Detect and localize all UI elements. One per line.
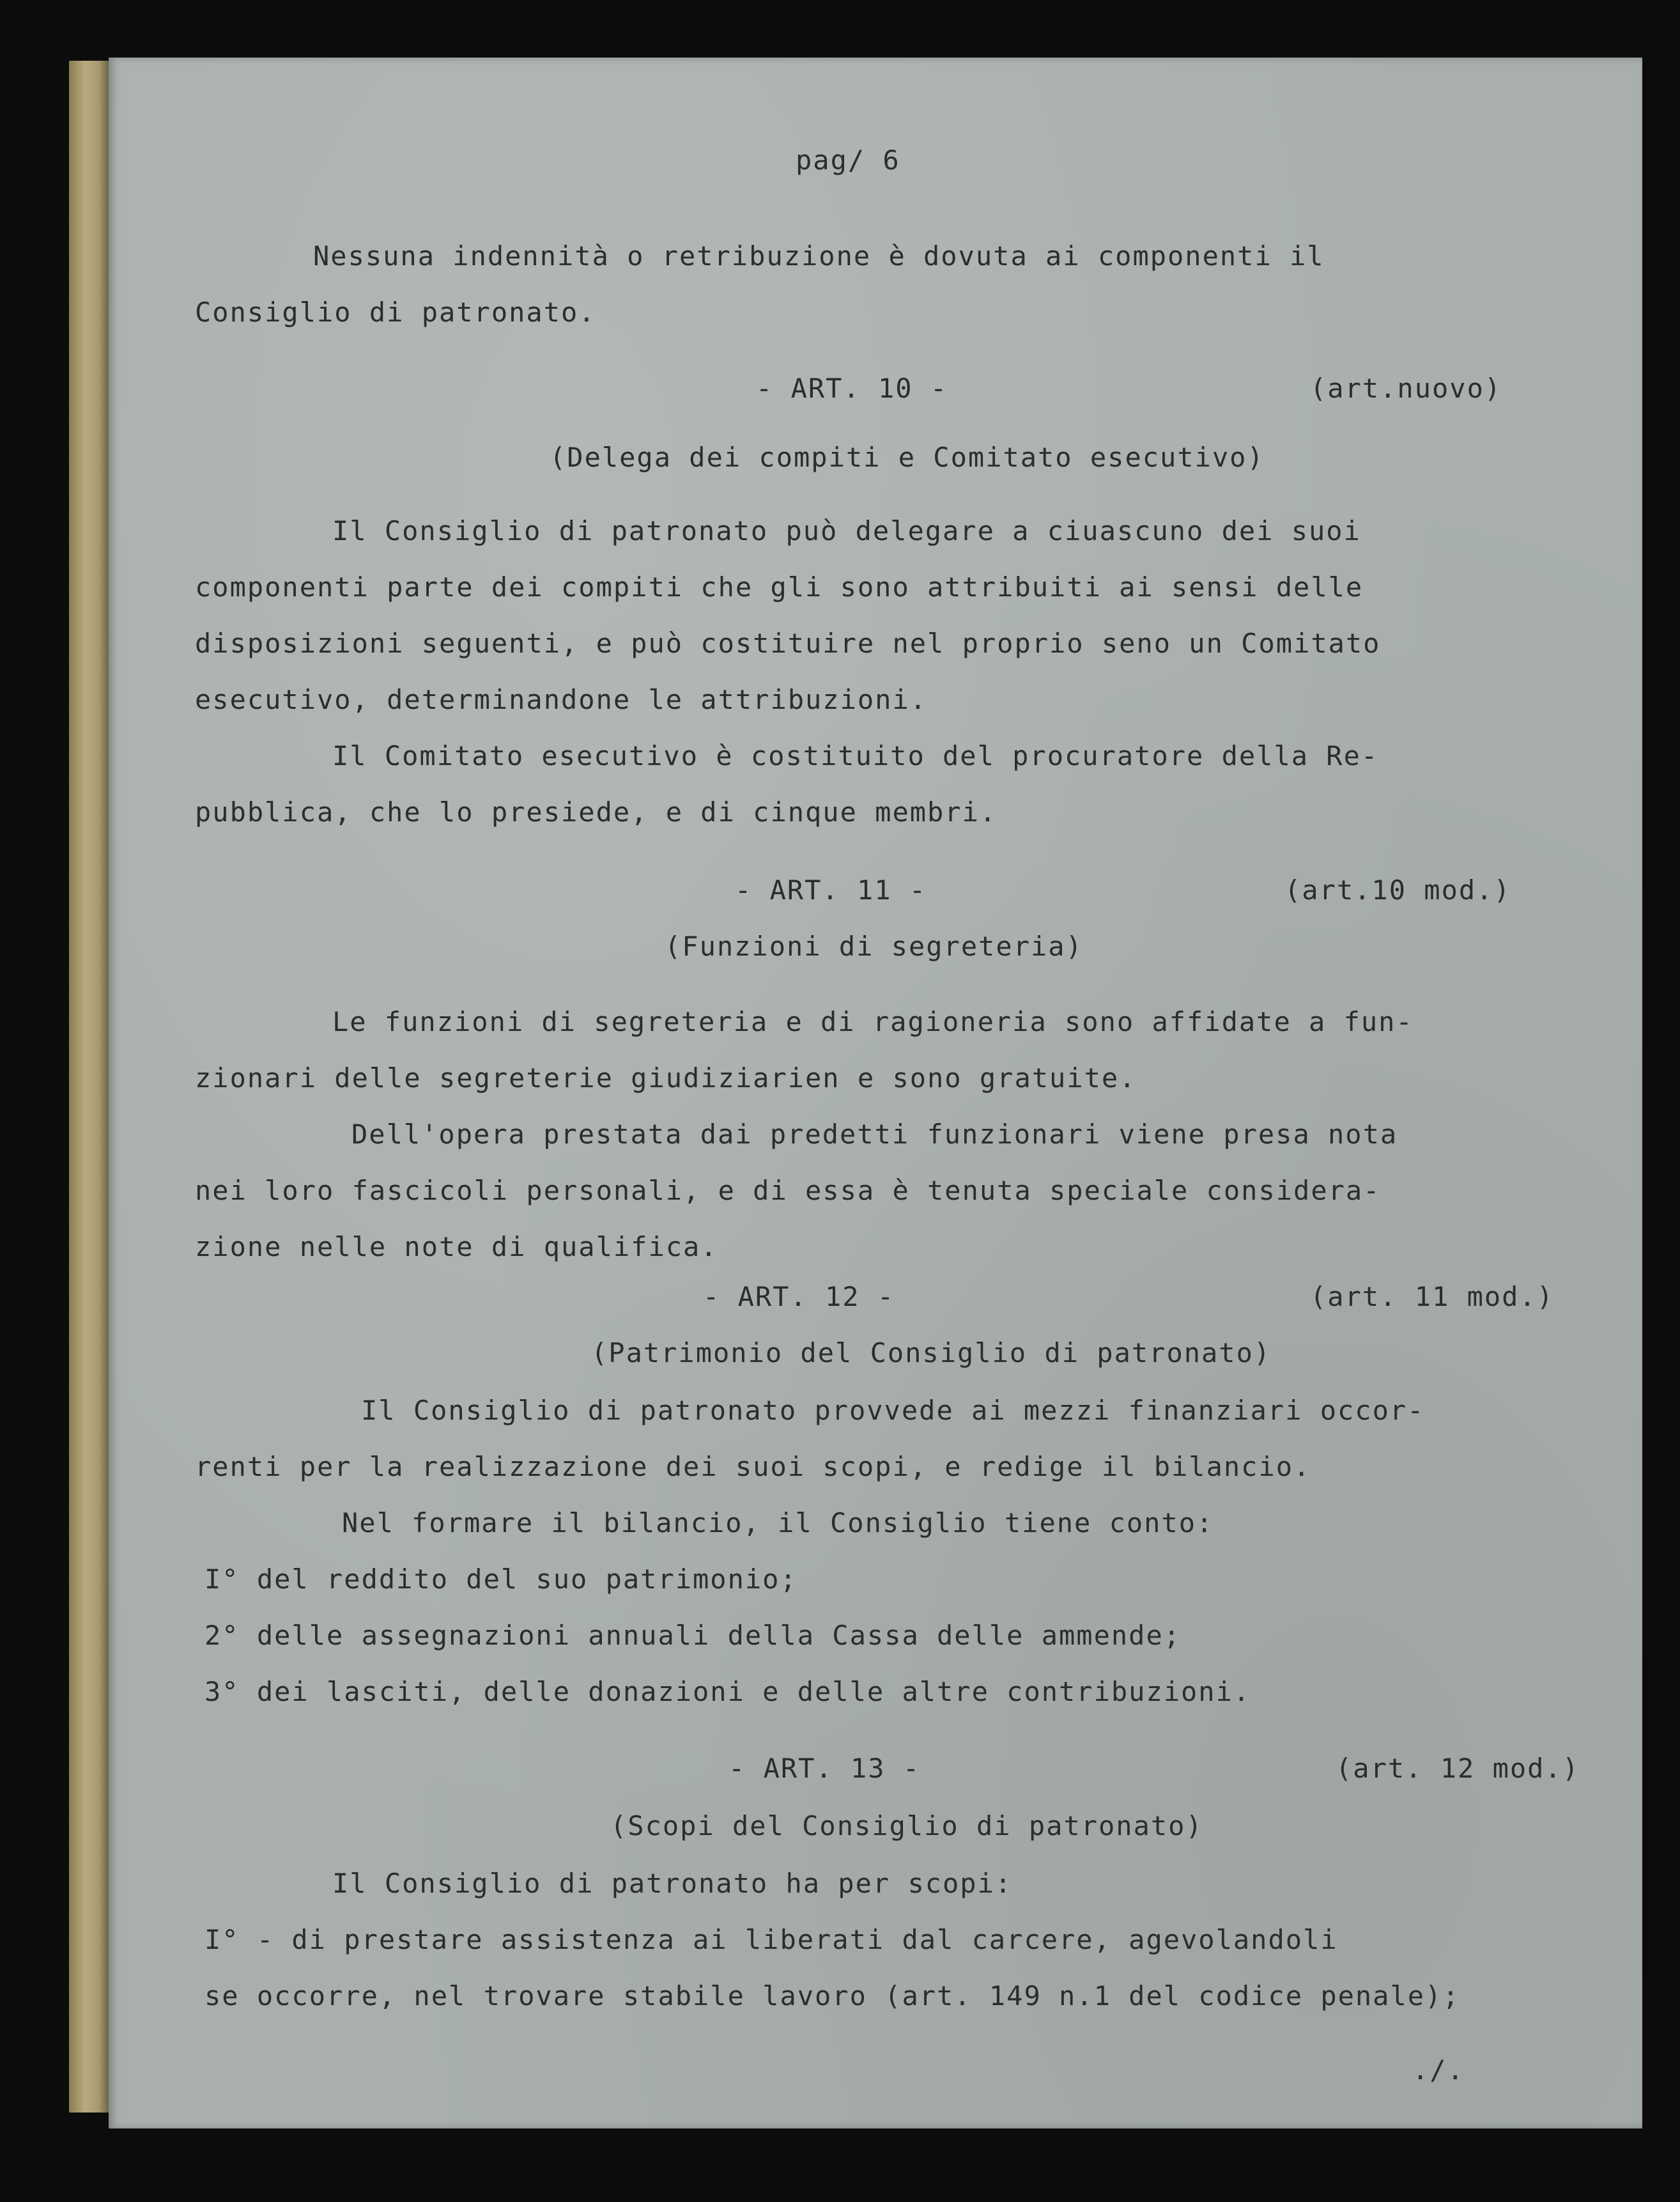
text-line: se occorre, nel trovare stabile lavoro (art. 149 n.1 del codice penale);	[204, 1980, 1460, 2012]
article-title: (Scopi del Consiglio di patronato)	[610, 1810, 1203, 1841]
article-title: (Patrimonio del Consiglio di patronato)	[591, 1337, 1272, 1368]
text-line: Il Comitato esecutivo è costituito del procuratore della Re-	[332, 740, 1379, 771]
article-heading: - ART. 10 -	[756, 373, 948, 404]
text-line: Il Consiglio di patronato provvede ai mezzi finanziari occor-	[361, 1395, 1425, 1426]
text-line: renti per la realizzazione dei suoi scopi, e redige il bilancio.	[195, 1451, 1311, 1482]
page-number: pag/ 6	[796, 144, 900, 176]
text-line: I° - di prestare assistenza ai liberati dal carcere, agevolandoli	[204, 1924, 1338, 1955]
text-line: 2° delle assegnazioni annuali della Cassa delle ammende;	[204, 1620, 1182, 1651]
text-line: nei loro fascicoli personali, e di essa è tenuta speciale considera-	[195, 1175, 1381, 1206]
article-title: (Delega dei compiti e Comitato esecutivo)	[550, 442, 1265, 473]
article-note: (art.10 mod.)	[1284, 874, 1511, 906]
text-line: Il Consiglio di patronato ha per scopi:	[332, 1868, 1013, 1899]
text-line: Il Consiglio di patronato può delegare a ciuascuno dei suoi	[332, 515, 1361, 547]
text-line: componenti parte dei compiti che gli sono attribuiti ai sensi delle	[195, 571, 1364, 603]
article-note: (art. 12 mod.)	[1336, 1753, 1580, 1784]
article-note: (art. 11 mod.)	[1310, 1281, 1555, 1312]
text-line: esecutivo, determinandone le attribuzioni.	[195, 684, 928, 715]
typed-sheet	[109, 58, 1642, 2128]
text-line: I° del reddito del suo patrimonio;	[204, 1563, 798, 1595]
text-line: Nessuna indennità o retribuzione è dovuta ai componenti il	[313, 240, 1325, 272]
article-heading: - ART. 11 -	[735, 874, 927, 906]
article-heading: - ART. 13 -	[728, 1753, 921, 1784]
article-title: (Funzioni di segreteria)	[665, 931, 1083, 962]
text-line: Dell'opera prestata dai predetti funzionari viene presa nota	[351, 1119, 1398, 1150]
continuation-mark: ./.	[1412, 2054, 1465, 2086]
text-line: 3° dei lasciti, delle donazioni e delle altre contribuzioni.	[204, 1676, 1251, 1707]
text-line: pubblica, che lo presiede, e di cinque membri.	[195, 796, 998, 828]
text-line: disposizioni seguenti, e può costituire nel proprio seno un Comitato	[195, 628, 1381, 659]
text-line: Nel formare il bilancio, il Consiglio tiene conto:	[342, 1507, 1214, 1539]
binding-spine	[69, 61, 109, 2113]
text-line: Consiglio di patronato.	[195, 297, 596, 328]
article-heading: - ART. 12 -	[703, 1281, 895, 1312]
text-line: Le funzioni di segreteria e di ragioneria sono affidate a fun-	[332, 1006, 1414, 1037]
text-line: zionari delle segreterie giudiziarien e sono gratuite.	[195, 1062, 1137, 1094]
text-line: zione nelle note di qualifica.	[195, 1231, 718, 1262]
article-note: (art.nuovo)	[1310, 373, 1502, 404]
